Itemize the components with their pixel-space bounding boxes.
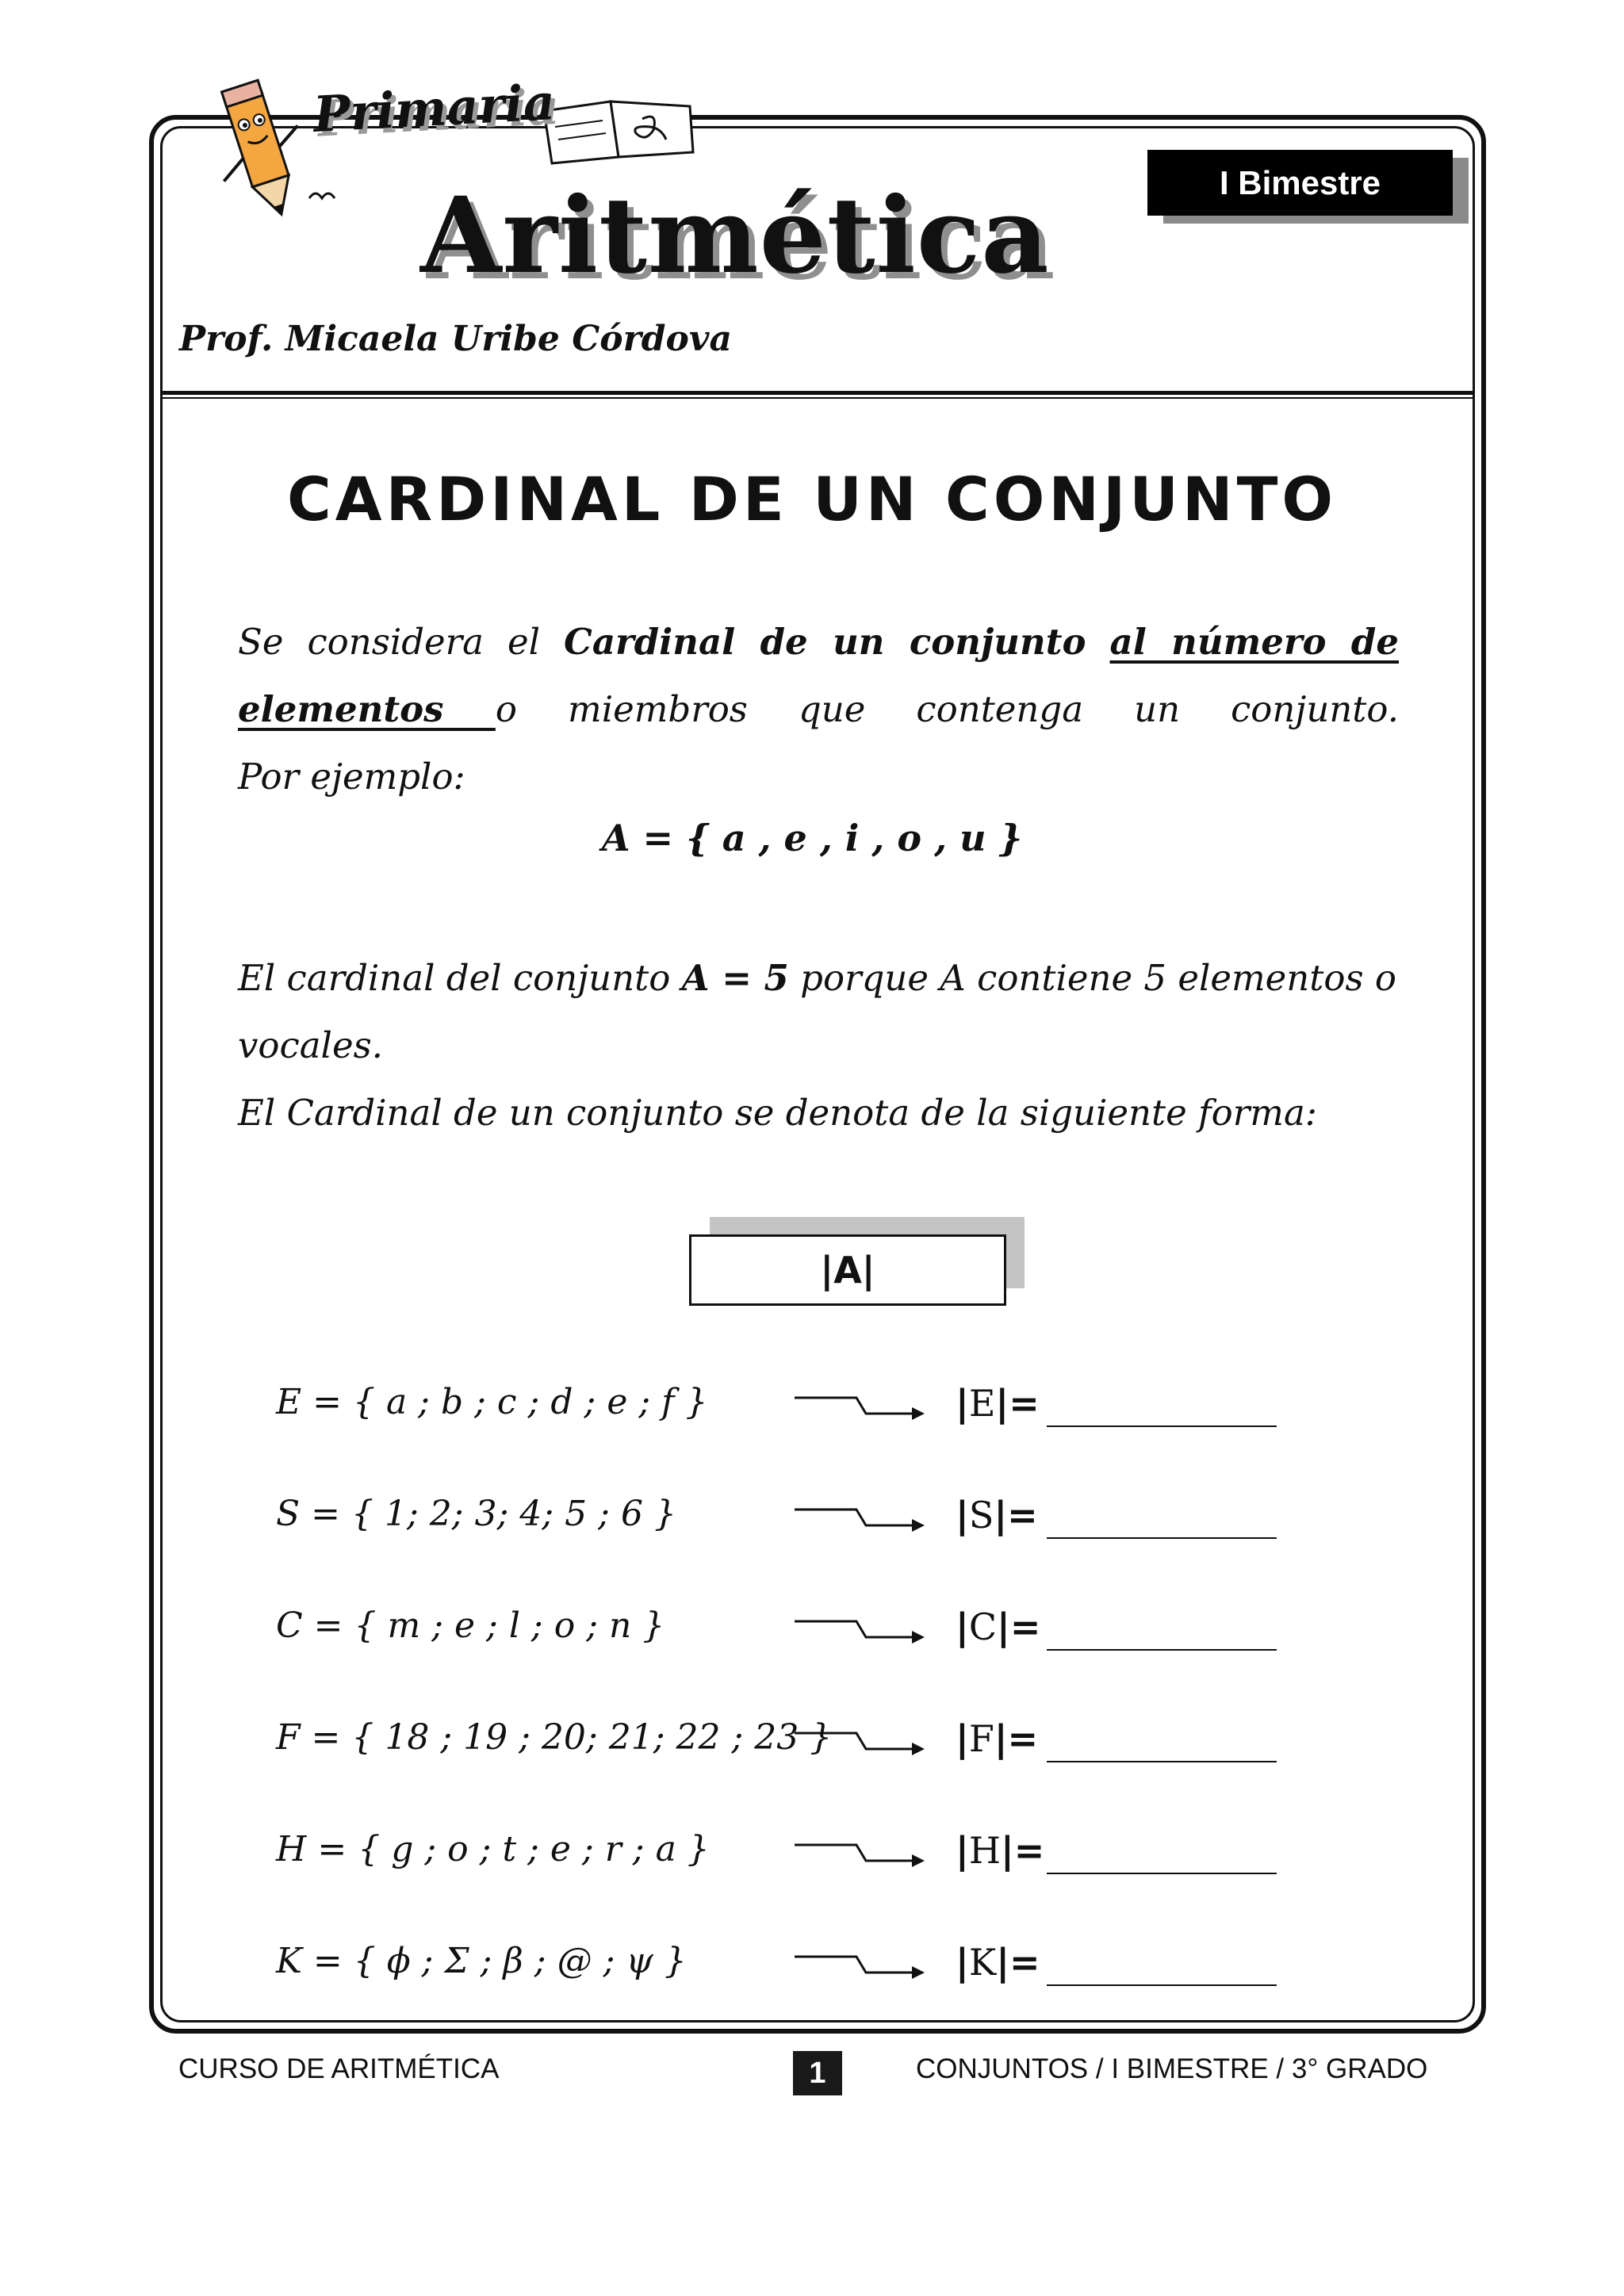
exercise-row (0, 1605, 1624, 1677)
exercise-row (0, 1941, 1624, 2012)
answer-blank[interactable] (1047, 1761, 1277, 1762)
header-divider (160, 391, 1475, 399)
open-book-icon (539, 95, 698, 166)
exercise-set: H = { g ; o ; t ; e ; r ; a } (276, 1829, 710, 1869)
arrow-right-icon (793, 1837, 928, 1877)
cardinal-letter: K (968, 1941, 997, 1984)
cardinal-label: |E|= (956, 1382, 1040, 1425)
explain-text-start: El cardinal del conjunto (238, 957, 682, 999)
answer-blank[interactable] (1047, 1537, 1277, 1539)
lesson-heading: CARDINAL DE UN CONJUNTO (286, 464, 1338, 534)
cardinal-label: |H|= (956, 1829, 1045, 1872)
exercise-set: C = { m ; e ; l ; o ; n } (276, 1605, 665, 1646)
cardinal-label: |C|= (956, 1605, 1041, 1648)
example-set: A = { a , e , i , o , u } (601, 817, 1023, 859)
intro-space (1086, 621, 1110, 663)
intro-line-1 (238, 608, 1399, 743)
arrow-right-icon (793, 1613, 928, 1653)
cardinal-label: |F|= (956, 1717, 1039, 1760)
explain-value: A = 5 (681, 957, 789, 999)
answer-blank[interactable] (1047, 1425, 1277, 1427)
cardinal-letter: E (968, 1382, 996, 1425)
footer-course: CURSO DE ARITMÉTICA (178, 2053, 500, 2084)
arrow-right-icon (793, 1949, 928, 1988)
cardinal-letter: F (968, 1717, 994, 1760)
exercise-row (0, 1382, 1624, 1453)
example-label: Por ejemplo: (238, 756, 465, 798)
exercise-set: F = { 18 ; 19 ; 20; 21; 22 ; 23 } (276, 1717, 833, 1758)
answer-blank[interactable] (1047, 1873, 1277, 1874)
cardinal-label: |S|= (956, 1494, 1038, 1536)
exercise-row (0, 1717, 1624, 1789)
intro-text-start: Se considera el (238, 621, 565, 663)
cardinal-label: |K|= (956, 1941, 1040, 1984)
intro-definition: al número de elementos (238, 621, 1400, 730)
intro-paragraph (238, 608, 1399, 743)
footer-info: CONJUNTOS / I BIMESTRE / 3° GRADO (916, 2053, 1428, 2084)
exercise-row (0, 1494, 1624, 1565)
cardinal-letter: S (968, 1494, 994, 1536)
period-badge: I Bimestre (1147, 150, 1453, 216)
explain-paragraph (238, 944, 1399, 1079)
denote-text: El Cardinal de un conjunto se denota de la siguiente forma: (238, 1092, 1317, 1134)
brand-primaria: Primaria (312, 73, 557, 144)
explain-text-end: porque A contiene 5 elementos o vocales. (238, 957, 1396, 1066)
notation-box: |A| (689, 1234, 1006, 1306)
cardinal-letter: C (968, 1605, 998, 1648)
subject-title: Aritmética (420, 174, 1050, 297)
exercise-set: S = { 1; 2; 3; 4; 5 ; 6 } (276, 1494, 676, 1534)
footer-page-number: 1 (793, 2051, 842, 2095)
intro-text-end: o miembros que contenga un conjunto. (495, 688, 1399, 730)
exercise-set: E = { a ; b ; c ; d ; e ; f } (276, 1382, 708, 1422)
cardinal-letter: H (968, 1829, 1001, 1872)
arrow-right-icon (793, 1390, 928, 1429)
exercise-row (0, 1829, 1624, 1900)
answer-blank[interactable] (1047, 1984, 1277, 1986)
answer-blank[interactable] (1047, 1649, 1277, 1651)
professor-name: Prof. Micaela Uribe Córdova (179, 319, 732, 359)
exercise-set: K = { ϕ ; Σ ; β ; @ ; ψ } (276, 1941, 687, 1981)
arrow-right-icon (793, 1725, 928, 1765)
arrow-right-icon (793, 1502, 928, 1541)
intro-term: Cardinal de un conjunto (564, 621, 1086, 663)
